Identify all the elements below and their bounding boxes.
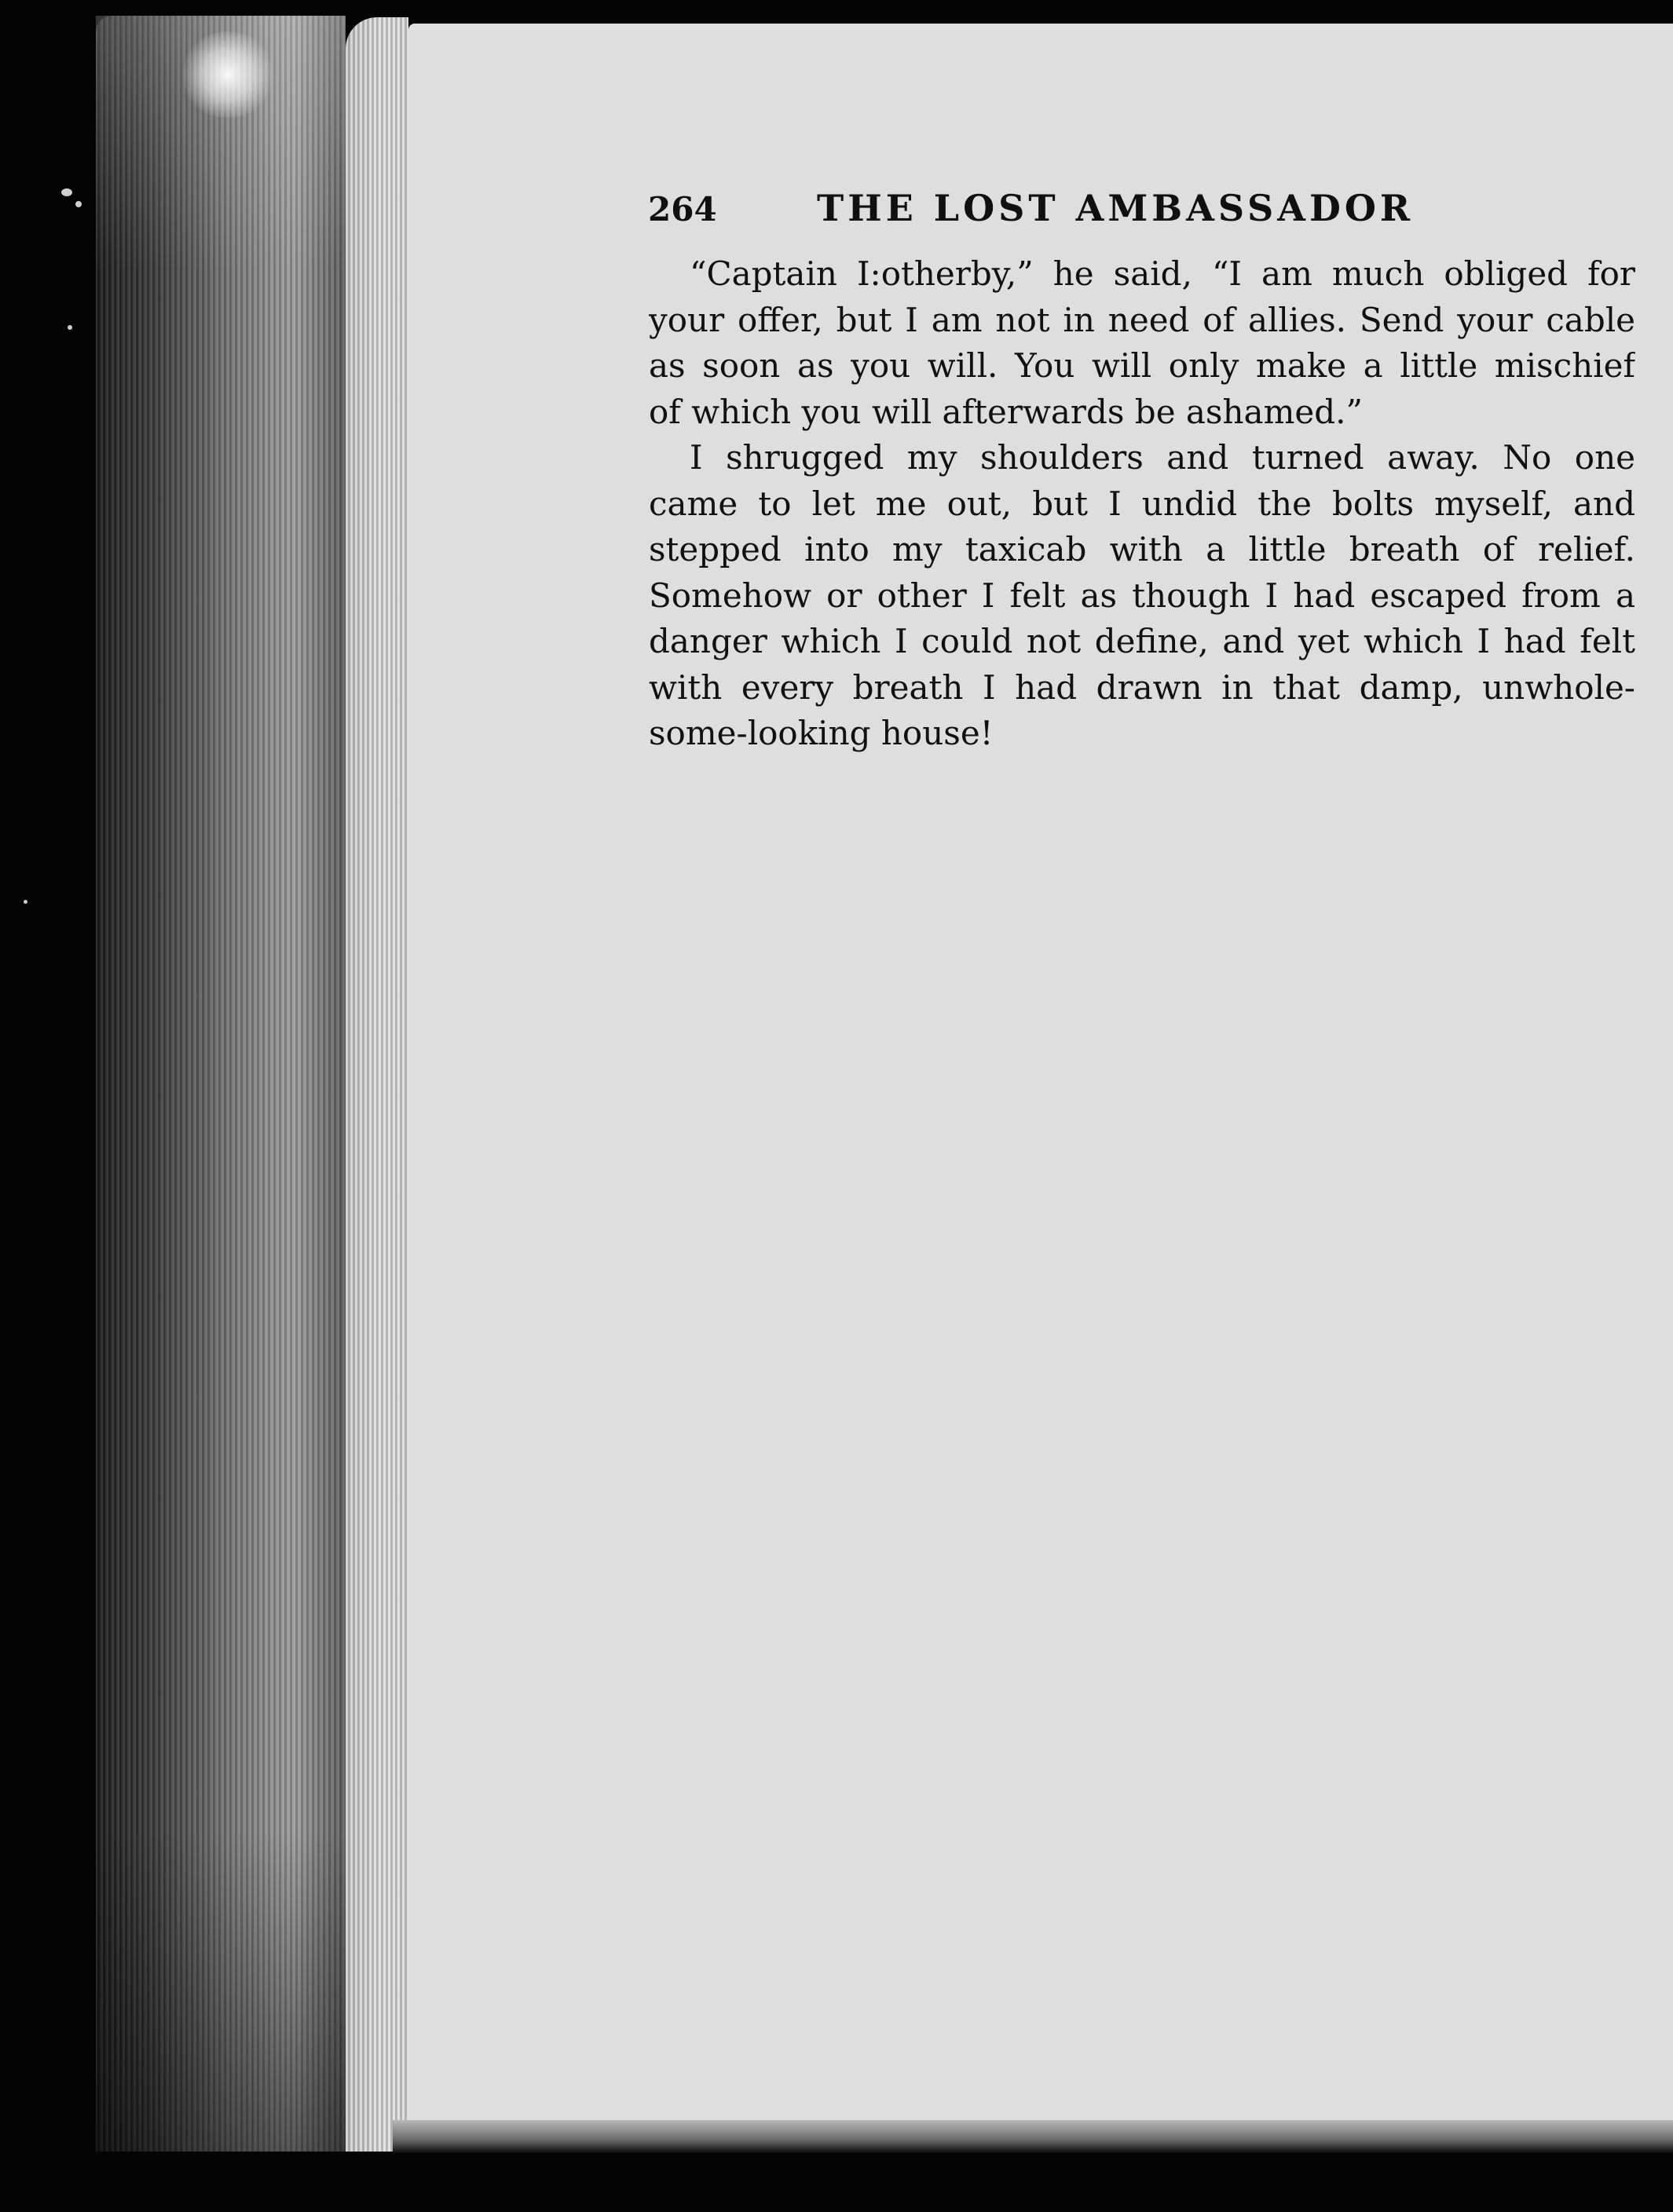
- light-glare: [181, 31, 275, 118]
- text-line: came to let me out, but I undid the bolts myself, and: [649, 484, 1635, 523]
- page-number: 264: [648, 190, 717, 229]
- inner-page-edges: [346, 17, 408, 2152]
- book-page-edges: [96, 16, 346, 2152]
- text-line: Somehow or other I felt as though I had escaped from a: [649, 576, 1635, 615]
- text-line: I shrugged my shoulders and turned away. No one: [690, 438, 1635, 477]
- dust-speck: [24, 900, 27, 904]
- text-line: with every breath I had drawn in that damp, unwhole-: [649, 667, 1635, 707]
- text-line: danger which I could not define, and yet which I had felt: [649, 622, 1635, 660]
- text-line: some-looking house!: [649, 714, 994, 752]
- paragraph: [649, 435, 1635, 757]
- dust-speck: [68, 325, 72, 330]
- paragraph: [649, 251, 1635, 435]
- text-line: as soon as you will. You will only make a little mischief: [649, 346, 1635, 385]
- dust-speck: [75, 201, 82, 207]
- text-line: “Captain I:otherby,” he said, “I am much obliged for: [690, 254, 1635, 293]
- text-line: stepped into my taxicab with a little breath of relief.: [649, 530, 1635, 569]
- text-line: of which you will afterwards be ashamed.”: [649, 392, 1363, 431]
- body-text: [649, 251, 1635, 757]
- running-head: [648, 187, 1638, 242]
- page-bottom-edge: [393, 2120, 1673, 2153]
- text-line: your offer, but I am not in need of allies. Send your cable: [649, 300, 1635, 339]
- dust-speck: [61, 188, 72, 196]
- running-title: THE LOST AMBASSADOR: [817, 187, 1415, 229]
